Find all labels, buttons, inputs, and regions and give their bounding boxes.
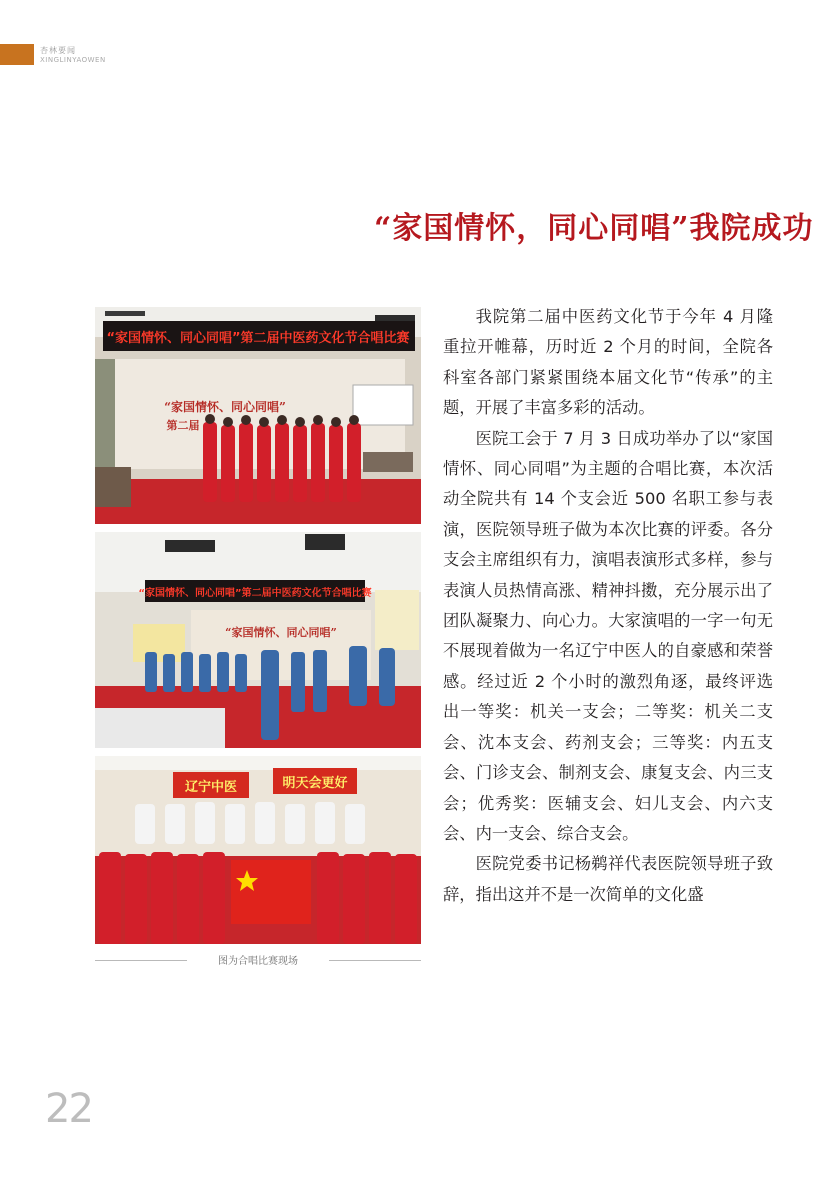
paragraph-1: 我院第二届中医药文化节于今年 4 月隆重拉开帷幕，历时近 2 个月的时间，全院各科室各部门紧紧围绕本届文化节“传承”的主题，开展了丰富多彩的活动。	[443, 307, 773, 418]
paragraph-2: 医院工会于 7 月 3 日成功举办了以“家国情怀、同心同唱”为主题的合唱比赛，本次活动全院共有 14 个支会近 500 名职工参与表演，医院领导班子做为本次比赛的评委。各分支会主席组织有力，演唱表演形式多样，参与表演人员热情高涨、精神抖擞，充分展示出了团队凝聚力、向心力。大家演唱的一字一句无不展现着做为一名辽宁中医人的自豪感和荣誉感。经过近 2 个小时的激烈角逐，最终评选出一等奖：机关一支会；二等奖：机关二支会、沈本支会、药剂支会；三等奖：内五支会、门诊支会、制剂支会、康复支会、内三支会；优秀奖：医辅支会、妇儿支会、内六支会、内一支会、综合支会。	[443, 428, 773, 843]
photo-choir-camouflage	[95, 532, 421, 748]
led-banner-text: “家国情怀、同心同唱”第二届中医药文化节合唱比赛	[106, 331, 410, 346]
photo-choir-red-dresses	[95, 307, 421, 524]
photo-caption	[95, 952, 421, 968]
section-name-pinyin: XINGLINYAOWEN	[40, 56, 106, 64]
backdrop-text-1: “家国情怀、同心同唱”	[164, 400, 286, 414]
sign-left-text: 辽宁中医	[184, 780, 238, 795]
caption-rule-right	[329, 960, 421, 961]
section-name: 杏林要闻	[40, 46, 76, 55]
paragraph-3: 医院党委书记杨鹈祥代表医院领导班子致辞，指出这并不是一次简单的文化盛	[443, 854, 773, 904]
led-banner-text-2: “家国情怀、同心同唱”第二届中医药文化节合唱比赛	[138, 588, 372, 599]
caption-text: 图为合唱比赛现场	[218, 956, 298, 967]
photo-choir-national-flag	[95, 756, 421, 944]
sign-right-text: 明天会更好	[282, 776, 348, 791]
page-number: 22	[45, 1086, 92, 1132]
article-body	[443, 302, 773, 910]
backdrop-text-2: 第二届	[166, 419, 200, 432]
backdrop-text-3: “家国情怀、同心同唱”	[225, 626, 337, 639]
article-title: “家国情怀，同心同唱”我院成功	[374, 211, 814, 246]
section-color-tab	[0, 44, 34, 65]
